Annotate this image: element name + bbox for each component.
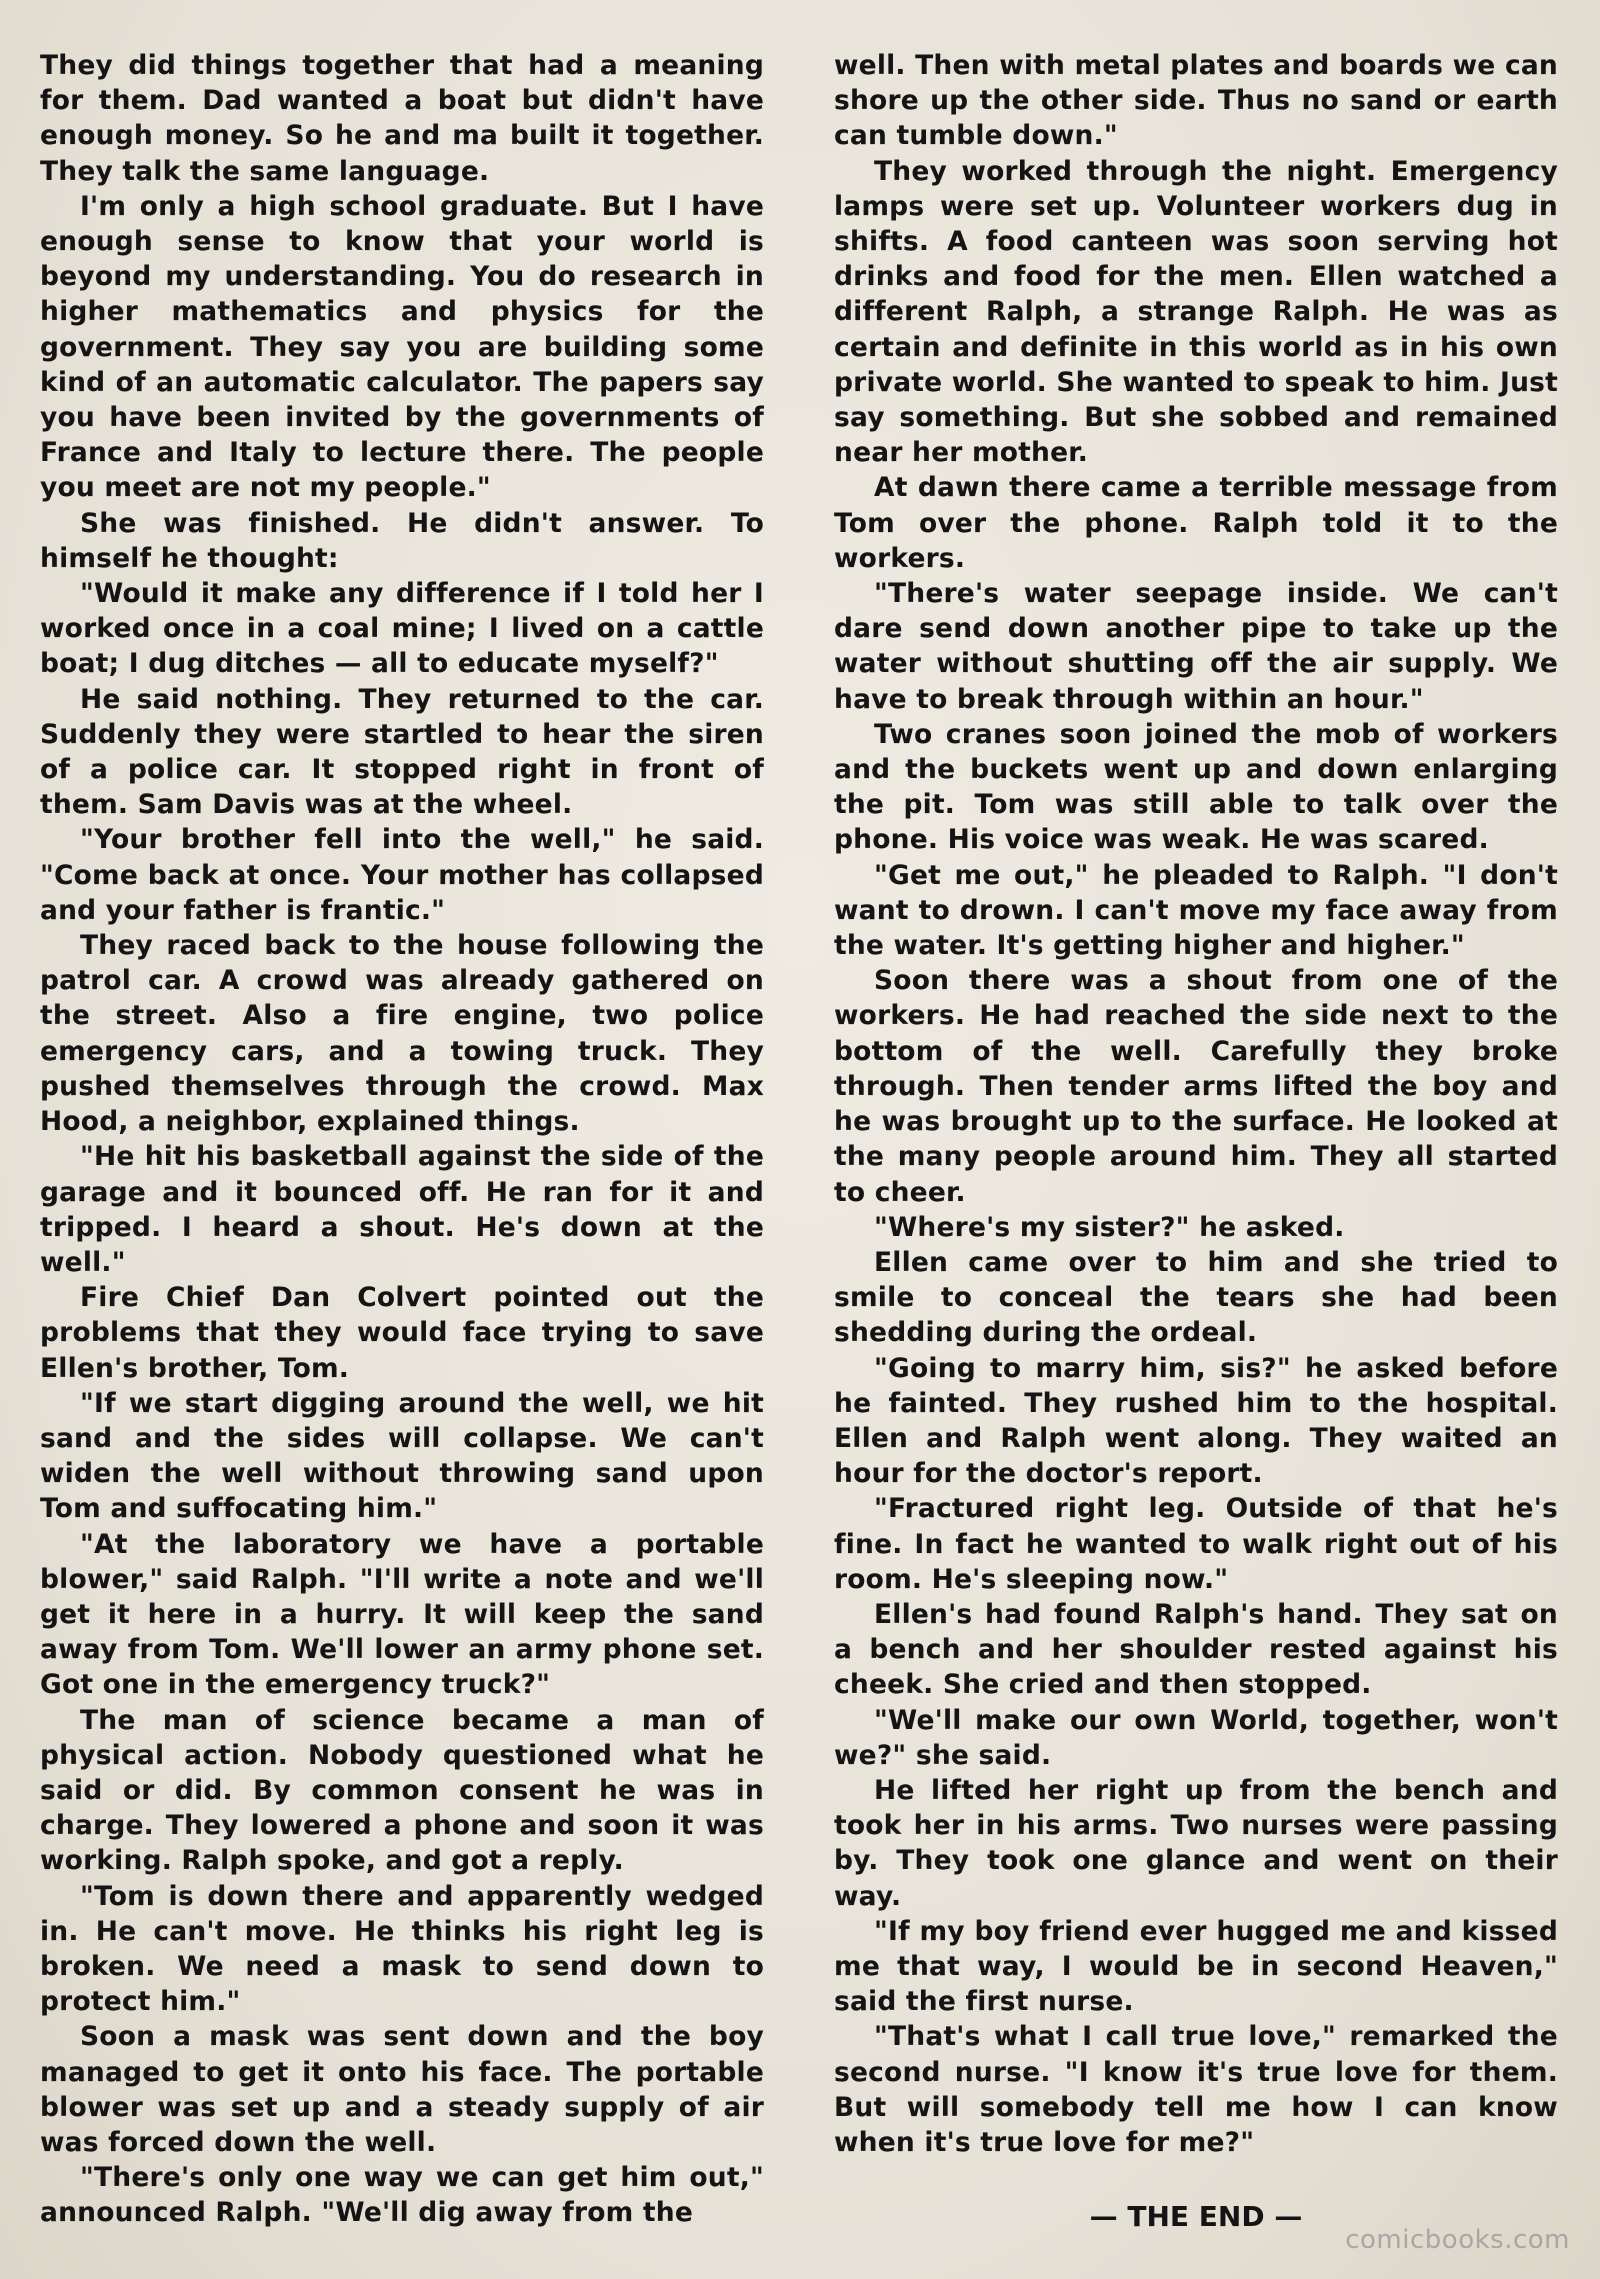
paragraph: She was finished. He didn't answer. To himself he thought: bbox=[40, 507, 764, 574]
left-text-column bbox=[40, 48, 764, 2231]
paragraph: Soon a mask was sent down and the boy managed to get it onto his face. The portable blower was set up and a steady supply of air was forced down the well. bbox=[40, 2021, 764, 2158]
paragraph: They raced back to the house following the patrol car. A crowd was already gathered on the street. Also a fire engine, two police emergency cars, and a towing truck. They pushed themselves through the crowd. Max Hood, a neighbor, explained things. bbox=[40, 930, 764, 1138]
site-watermark: comicbooks.com bbox=[1345, 2225, 1570, 2255]
paragraph: "Going to marry him, sis?" he asked before he fainted. They rushed him to the hospital. Ellen and Ralph went along. They waited an hour for the doctor's report. bbox=[834, 1352, 1558, 1490]
paragraph: They worked through the night. Emergency lamps were set up. Volunteer workers dug in shifts. A food canteen was soon serving hot drinks and food for the men. Ellen watched a different Ralph, a strange Ralph. He was as certain and definite in this world as in his own private world. She wanted to speak to him. Just say something. But she sobbed and remained near her mother. bbox=[834, 155, 1558, 469]
paragraph: "He hit his basketball against the side of the garage and it bounced off. He ran for it and tripped. I heard a shout. He's down at the well." bbox=[40, 1141, 764, 1278]
paragraph: Fire Chief Dan Colvert pointed out the problems that they would face trying to save Ellen's brother, Tom. bbox=[40, 1282, 764, 1384]
paragraph: "Would it make any difference if I told her I worked once in a coal mine; I lived on a cattle boat; I dug ditches — all to educate myself?" bbox=[40, 578, 764, 680]
paragraph: "If we start digging around the well, we hit sand and the sides will collapse. We can't widen the well without throwing sand upon Tom and suffocating him." bbox=[40, 1387, 764, 1525]
the-end-mark: — THE END — bbox=[1089, 2200, 1303, 2233]
paragraph: "Your brother fell into the well," he said. "Come back at once. Your mother has collapsed and your father is frantic." bbox=[40, 824, 764, 926]
paragraph: "There's only one way we can get him out," announced Ralph. "We'll dig away from the bbox=[40, 2162, 764, 2229]
paragraph: "At the laboratory we have a portable blower," said Ralph. "I'll write a note and we'll get it here in a hurry. It will keep the sand away from Tom. We'll lower an army phone set. Got one in the emergency truck?" bbox=[40, 1528, 764, 1701]
paragraph: At dawn there came a terrible message from Tom over the phone. Ralph told it to the workers. bbox=[834, 472, 1558, 574]
paragraph: He said nothing. They returned to the car. Suddenly they were startled to hear the siren of a police car. It stopped right in front of them. Sam Davis was at the wheel. bbox=[40, 683, 764, 821]
paragraph: They did things together that had a meaning for them. Dad wanted a boat but didn't have enough money. So he and ma built it together. They talk the same language. bbox=[40, 50, 764, 187]
paragraph: "That's what I call true love," remarked the second nurse. "I know it's true love for them. But will somebody tell me how I can know when it's true love for me?" bbox=[834, 2021, 1558, 2158]
paragraph: "We'll make our own World, together, won't we?" she said. bbox=[834, 1704, 1558, 1771]
paragraph: "Where's my sister?" he asked. bbox=[874, 1211, 1345, 1243]
paragraph: He lifted her right up from the bench and took her in his arms. Two nurses were passing by. They took one glance and went on their way. bbox=[834, 1774, 1558, 1912]
paragraph: "If my boy friend ever hugged me and kissed me that way, I would be in second Heaven," said the first nurse. bbox=[834, 1915, 1558, 2018]
right-text-column bbox=[834, 48, 1558, 2160]
paragraph: I'm only a high school graduate. But I have enough sense to know that your world is beyond my understanding. You do research in higher mathematics and physics for the government. They say you are building some kind of an automatic calculator. The papers say you have been invited by the governments of France and Italy to lecture there. The people you meet are not my people." bbox=[40, 190, 764, 504]
paragraph: "Fractured right leg. Outside of that he's fine. In fact he wanted to walk right out of his room. He's sleeping now." bbox=[834, 1493, 1558, 1595]
paragraph: Soon there was a shout from one of the workers. He had reached the side next to the bottom of the well. Carefully they broke through. Then tender arms lifted the boy and he was brought up to the surface. He looked at the many people around him. They all started to cheer. bbox=[834, 965, 1558, 1208]
paragraph: "Get me out," he pleaded to Ralph. "I don't want to drown. I can't move my face away from the water. It's getting higher and higher." bbox=[834, 859, 1558, 962]
paragraph: The man of science became a man of physical action. Nobody questioned what he said or did. By common consent he was in charge. They lowered a phone and soon it was working. Ralph spoke, and got a reply. bbox=[40, 1704, 764, 1877]
paragraph: "Tom is down there and apparently wedged in. He can't move. He thinks his right leg is broken. We need a mask to send down to protect him." bbox=[40, 1880, 764, 2018]
paragraph: Ellen's had found Ralph's hand. They sat on a bench and her shoulder rested against his cheek. She cried and then stopped. bbox=[834, 1598, 1558, 1701]
paragraph: well. Then with metal plates and boards we can shore up the other side. Thus no sand or earth can tumble down." bbox=[834, 50, 1558, 152]
paragraph: Two cranes soon joined the mob of workers and the buckets went up and down enlarging the pit. Tom was still able to talk over the phone. His voice was weak. He was scared. bbox=[834, 718, 1558, 856]
paragraph: "There's water seepage inside. We can't dare send down another pipe to take up the water without shutting off the air supply. We have to break through within an hour." bbox=[834, 578, 1558, 715]
paragraph: Ellen came over to him and she tried to smile to conceal the tears she had been shedding during the ordeal. bbox=[834, 1246, 1558, 1349]
